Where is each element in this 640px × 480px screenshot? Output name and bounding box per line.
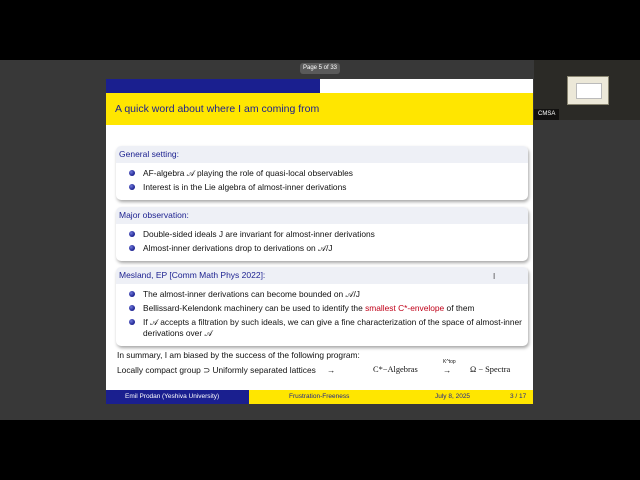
list-item-text: Double-sided ideals J are invariant for almost-inner derivations bbox=[143, 229, 375, 239]
program-part-algebras: C*−Algebras bbox=[373, 365, 418, 374]
bottom-black-bar bbox=[0, 420, 640, 480]
footer-short-title: Frustration-Freeness bbox=[289, 393, 350, 400]
list-item bbox=[129, 303, 524, 314]
list-item bbox=[129, 289, 524, 300]
program-part-lattices: Locally compact group ⊃ Uniformly separated lattices bbox=[117, 365, 316, 375]
list-item bbox=[129, 229, 524, 240]
program-part-spectra: Ω − Spectra bbox=[470, 365, 511, 374]
bullet-icon bbox=[129, 170, 135, 176]
footer-affiliation: (Yeshiva University) bbox=[162, 393, 220, 400]
room-projector-screen bbox=[567, 76, 609, 105]
bullet-icon bbox=[129, 291, 135, 297]
bullet-icon bbox=[129, 184, 135, 190]
list-item-text: Interest is in the Lie algebra of almost-inner derivations bbox=[143, 182, 347, 192]
presentation-slide bbox=[106, 79, 533, 404]
program-arrow-2 bbox=[443, 359, 456, 375]
participant-name-label: CMSA bbox=[534, 109, 559, 120]
participant-video-tile[interactable] bbox=[534, 60, 640, 120]
slide-header-blue-band bbox=[106, 79, 320, 93]
program-arrow-1: → bbox=[327, 365, 336, 375]
bullet-icon bbox=[129, 231, 135, 237]
text-cursor-icon: I bbox=[493, 272, 496, 281]
footer-author: Emil Prodan bbox=[125, 393, 161, 400]
projected-slide-thumbnail bbox=[576, 83, 602, 99]
block-major-observation bbox=[116, 207, 528, 261]
footer-page-number: 3 / 17 bbox=[510, 393, 527, 400]
summary-text: In summary, I am biased by the success of the following program: bbox=[117, 350, 360, 360]
list-item bbox=[129, 317, 524, 339]
arrow-glyph: → bbox=[443, 365, 452, 375]
footer-left-band bbox=[106, 390, 249, 404]
footer-right-band bbox=[249, 390, 533, 404]
list-item bbox=[129, 168, 524, 179]
block-mesland-ep bbox=[116, 267, 528, 346]
list-item bbox=[129, 182, 524, 193]
highlighted-text: smallest C*-envelope bbox=[365, 303, 445, 313]
page-indicator: Page 5 of 33 bbox=[300, 63, 340, 74]
list-item bbox=[129, 243, 524, 254]
list-item-text: If 𝒜 accepts a filtration by such ideals, we can give a fine characterization of the space of almost-inner derivations over 𝒜 bbox=[143, 317, 522, 338]
block-heading: Major observation: bbox=[116, 207, 528, 224]
list-item-text-before: Bellissard-Kelendonk machinery can be used to identify the bbox=[143, 303, 366, 313]
list-item-text: Almost-inner derivations drop to derivations on 𝒜/J bbox=[143, 243, 333, 253]
bullet-icon bbox=[129, 305, 135, 311]
block-heading: General setting: bbox=[116, 146, 528, 163]
bullet-icon bbox=[129, 245, 135, 251]
list-item-text: The almost-inner derivations can become bounded on 𝒜/J bbox=[143, 289, 360, 299]
list-item-text: AF-algebra 𝒜 playing the role of quasi-local observables bbox=[143, 168, 353, 178]
block-general-setting bbox=[116, 146, 528, 200]
slide-title: A quick word about where I am coming from bbox=[115, 103, 320, 115]
block-heading: Mesland, EP [Comm Math Phys 2022]: bbox=[116, 267, 528, 284]
list-item-text-after: of them bbox=[444, 303, 475, 313]
program-arrow-label: K^top bbox=[443, 359, 456, 365]
top-black-bar bbox=[0, 0, 640, 60]
footer-date: July 8, 2025 bbox=[435, 393, 471, 400]
bullet-icon bbox=[129, 319, 135, 325]
slide-footer bbox=[106, 390, 533, 404]
